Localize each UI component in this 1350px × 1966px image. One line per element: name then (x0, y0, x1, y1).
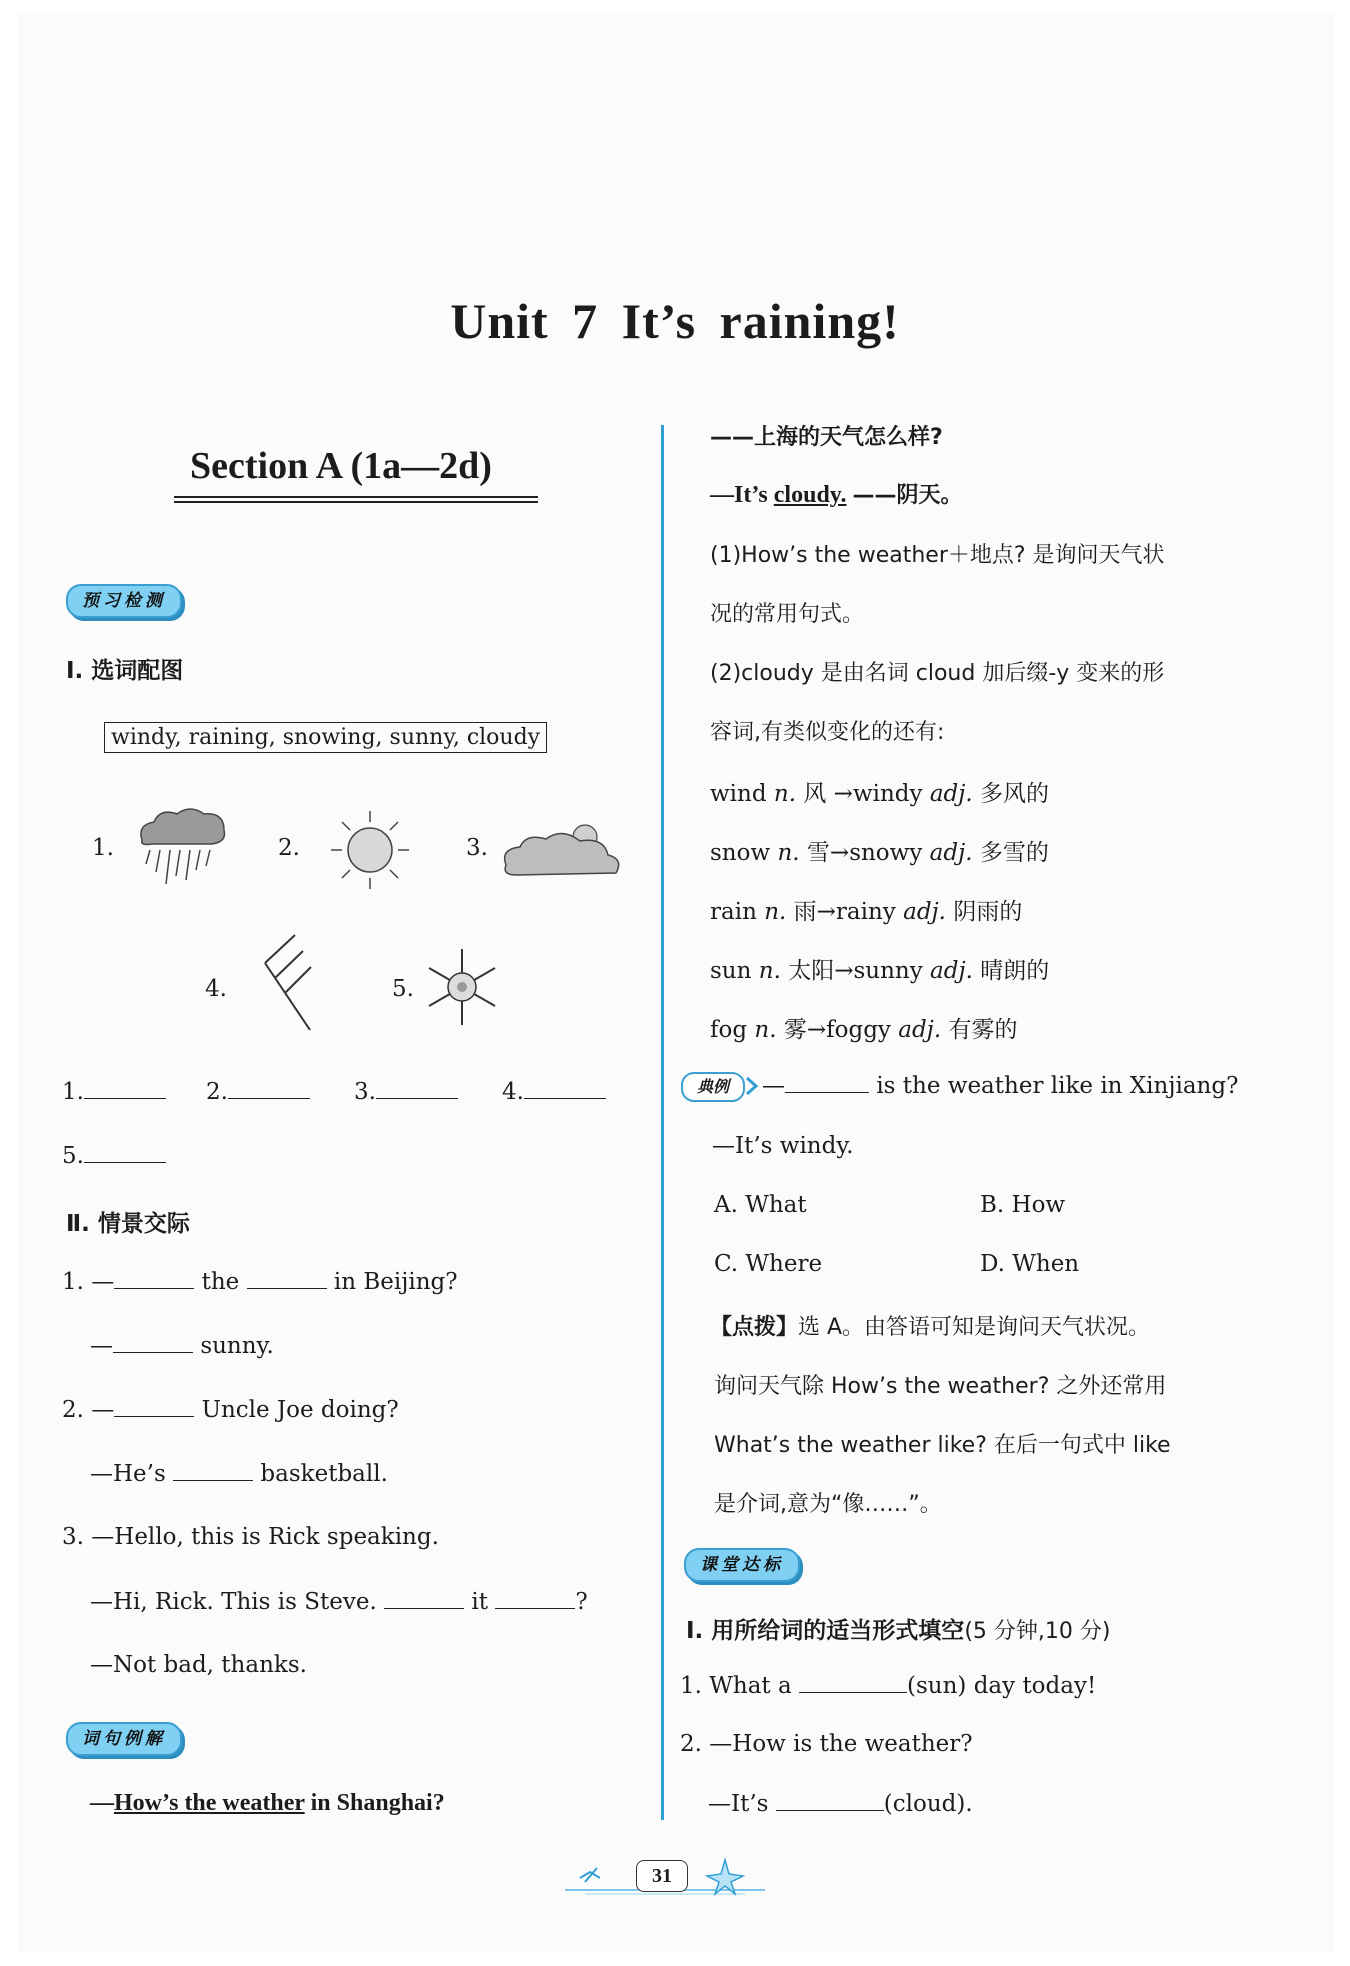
q3b-text-2: it (471, 1589, 489, 1615)
vocab-5-cn2: 有雾的 (948, 1017, 1018, 1043)
class-badge: 课堂达标 (684, 1548, 800, 1582)
fill-q2-answer (708, 1790, 973, 1817)
q3-number: 3. (62, 1524, 84, 1550)
q2-text: Uncle Joe doing? (201, 1397, 399, 1423)
vocab-1-pos: n. (773, 781, 797, 807)
pic-number-4: 4. (205, 976, 227, 1002)
answer-blank-1[interactable] (84, 1078, 166, 1099)
example-blank[interactable] (785, 1072, 869, 1093)
vocab-2-cn2: 多雪的 (979, 840, 1049, 866)
answer-row-3 (354, 1078, 458, 1105)
q3b-blank-2[interactable] (495, 1588, 575, 1609)
section-underline-2 (174, 501, 538, 503)
wind-icon (255, 925, 325, 1035)
q3b-text-3: ? (575, 1589, 588, 1615)
tip-line-1 (710, 1310, 1150, 1341)
vocab-3-cn: 雨 (793, 899, 817, 925)
q2b-blank[interactable] (173, 1460, 253, 1481)
right-line-6: 容词,有类似变化的还有: (710, 720, 945, 745)
q1b-dash: — (90, 1333, 113, 1359)
fill-q1 (680, 1672, 1096, 1699)
vocab-line-5 (710, 1011, 1017, 1044)
example-dash: — (90, 1790, 114, 1816)
vocab-3-pos: n. (764, 899, 787, 925)
q1-blank-1[interactable] (114, 1268, 194, 1289)
vocab-5-cn: 雾 (783, 1017, 807, 1043)
tip-line-3: What’s the weather like? 在后一句式中 like (714, 1433, 1171, 1458)
example-underlined: How’s the weather (114, 1790, 305, 1816)
rain-cloud-icon (132, 800, 232, 890)
right-line-2-a: —It’s (710, 482, 768, 508)
answer-row-4 (502, 1078, 606, 1105)
example-answer: —It’s windy. (712, 1133, 854, 1159)
answer-row-1 (62, 1078, 166, 1105)
fill-q1-blank[interactable] (799, 1672, 907, 1693)
fill-heading (686, 1612, 1110, 1645)
ans-num-2: 2. (206, 1079, 228, 1105)
q1-text-2: the (201, 1269, 240, 1295)
answer-row-5 (62, 1142, 166, 1169)
right-line-2-underlined: cloudy. (773, 482, 847, 508)
answer-blank-3[interactable] (376, 1078, 458, 1099)
vocab-4-pos: n. (758, 958, 781, 984)
vocab-4-pos2: adj. (930, 958, 973, 984)
vocab-3-word2: rainy (835, 899, 896, 925)
preview-badge: 预习检测 (66, 584, 182, 618)
q2b-text-2: basketball. (260, 1461, 388, 1487)
q2-number: 2. (62, 1397, 84, 1423)
q1b-text: sunny. (200, 1333, 274, 1359)
q1-blank-2[interactable] (247, 1268, 327, 1289)
vocab-2-word: snow (710, 840, 771, 866)
fill-q2-blank[interactable] (776, 1790, 884, 1811)
ans-num-3: 3. (354, 1079, 376, 1105)
ans-num-4: 4. (502, 1079, 524, 1105)
answer-blank-5[interactable] (84, 1142, 166, 1163)
q1b-blank[interactable] (113, 1332, 193, 1353)
option-a[interactable]: A. What (714, 1192, 807, 1218)
sun-icon (325, 805, 415, 895)
right-line-5: (2)cloudy 是由名词 cloud 加后缀-y 变来的形 (710, 661, 1165, 686)
vocab-2-pos: n. (777, 840, 800, 866)
arrow-icon: → (834, 958, 854, 984)
fill-q2 (680, 1731, 973, 1757)
example-q-dash: — (762, 1073, 785, 1099)
fill-q2-text-c: (cloud). (883, 1791, 973, 1817)
pic-number-2: 2. (278, 835, 300, 861)
q2-blank[interactable] (114, 1396, 194, 1417)
cloudy-icon (500, 815, 625, 890)
vocab-4-cn2: 晴朗的 (980, 958, 1050, 984)
vocab-5-pos: n. (754, 1017, 777, 1043)
dialog-q1-answer (90, 1332, 274, 1359)
tip-label: 【点拨】 (710, 1315, 799, 1340)
ans-num-5: 5. (62, 1143, 84, 1169)
arrow-icon: → (829, 840, 850, 866)
q3-text-a: —Hello, this is Rick speaking. (91, 1524, 439, 1550)
chevron-right-icon (744, 1076, 760, 1096)
vocab-1-word: wind (710, 781, 767, 807)
vocab-4-word2: sunny (853, 958, 923, 984)
dialog-q1 (62, 1268, 458, 1295)
dialog-q2 (62, 1396, 399, 1423)
column-divider (661, 425, 664, 1820)
word-box: windy, raining, snowing, sunny, cloudy (104, 722, 547, 753)
fill-q1-text-a: What a (709, 1673, 792, 1699)
dialog-q3-b (90, 1588, 588, 1615)
unit-title: Unit 7 It’s raining! (450, 293, 900, 349)
vocab-line-4 (710, 952, 1049, 985)
vocab-2-cn: 雪 (806, 840, 830, 866)
vocab-1-cn2: 多风的 (980, 781, 1050, 807)
dialog-q2-answer (90, 1460, 388, 1487)
fill-q1-number: 1. (680, 1673, 702, 1699)
option-c[interactable]: C. Where (714, 1251, 823, 1277)
right-line-3: (1)How’s the weather＋地点? 是询问天气状 (710, 543, 1165, 568)
pic-number-1: 1. (92, 835, 114, 861)
q1-text-3: in Beijing? (333, 1269, 458, 1295)
section-title: Section A (1a—2d) (190, 445, 492, 487)
vocab-5-word: fog (710, 1017, 748, 1043)
fill-heading-text: Ⅰ. 用所给词的适当形式填空 (686, 1618, 965, 1644)
vocab-1-pos2: adj. (929, 781, 973, 807)
part1-heading: Ⅰ. 选词配图 (66, 658, 184, 684)
vocab-5-pos2: adj. (898, 1017, 942, 1043)
example-q-text: is the weather like in Xinjiang? (876, 1073, 1239, 1099)
arrow-icon: → (816, 899, 836, 925)
vocab-3-word: rain (710, 899, 757, 925)
tip-text-1: 选 A。由答语可知是询问天气状况。 (798, 1315, 1151, 1340)
fill-q2-number: 2. (680, 1731, 702, 1757)
fill-q2-text-b: —It’s (708, 1791, 769, 1817)
fill-heading-note: (5 分钟,10 分) (964, 1619, 1111, 1644)
example-rest: in Shanghai? (310, 1790, 445, 1816)
page-number: 31 (636, 1860, 688, 1892)
vocab-3-pos2: adj. (903, 899, 946, 925)
vocab-line-3 (710, 893, 1022, 926)
answer-blank-2[interactable] (228, 1078, 310, 1099)
example-badge: 典例 (681, 1072, 745, 1102)
q2b-text-1: —He’s (90, 1461, 166, 1487)
vocab-5-word2: foggy (826, 1017, 891, 1043)
pic-number-3: 3. (466, 835, 488, 861)
fill-q2-text-a: —How is the weather? (709, 1731, 973, 1757)
tip-line-2: 询问天气除 How’s the weather? 之外还常用 (714, 1374, 1167, 1399)
dialog-q3-c: —Not bad, thanks. (90, 1652, 307, 1678)
right-line-2-b: ——阴天。 (852, 483, 963, 508)
q3b-text-1: —Hi, Rick. This is Steve. (90, 1589, 377, 1615)
answer-row-2 (206, 1078, 310, 1105)
answer-blank-4[interactable] (524, 1078, 606, 1099)
arrow-icon: → (833, 781, 853, 807)
vocab-1-word2: windy (852, 781, 923, 807)
vocab-2-word2: snowy (849, 840, 923, 866)
fill-q1-text-b: (sun) day today! (907, 1673, 1097, 1699)
arrow-icon: → (806, 1017, 827, 1043)
vocab-line-1 (710, 775, 1049, 808)
example-question (762, 1072, 1238, 1099)
vocab-4-word: sun (710, 958, 752, 984)
tip-line-4: 是介词,意为“像……”。 (714, 1492, 942, 1517)
section-underline-1 (174, 496, 538, 498)
ans-num-1: 1. (62, 1079, 84, 1105)
example-sentence (90, 1790, 445, 1817)
vocab-3-cn2: 阴雨的 (953, 899, 1023, 925)
vocab-4-cn: 太阳 (788, 958, 835, 984)
right-line-2 (710, 478, 963, 509)
option-d[interactable]: D. When (980, 1251, 1080, 1277)
part2-heading: Ⅱ. 情景交际 (66, 1211, 190, 1237)
dialog-q3 (62, 1524, 439, 1550)
right-line-1: ——上海的天气怎么样? (710, 425, 943, 450)
words-badge: 词句例解 (66, 1722, 182, 1756)
vocab-1-cn: 风 (803, 781, 827, 807)
q2-dash: — (91, 1397, 115, 1423)
right-line-4: 况的常用句式。 (710, 602, 865, 627)
snowflake-icon (420, 945, 505, 1030)
option-b[interactable]: B. How (980, 1192, 1066, 1218)
q1-dash: — (91, 1269, 115, 1295)
vocab-2-pos2: adj. (929, 840, 973, 866)
vocab-line-2 (710, 834, 1049, 867)
pic-number-5: 5. (392, 976, 414, 1002)
q1-number: 1. (62, 1269, 84, 1295)
q3b-blank-1[interactable] (384, 1588, 464, 1609)
